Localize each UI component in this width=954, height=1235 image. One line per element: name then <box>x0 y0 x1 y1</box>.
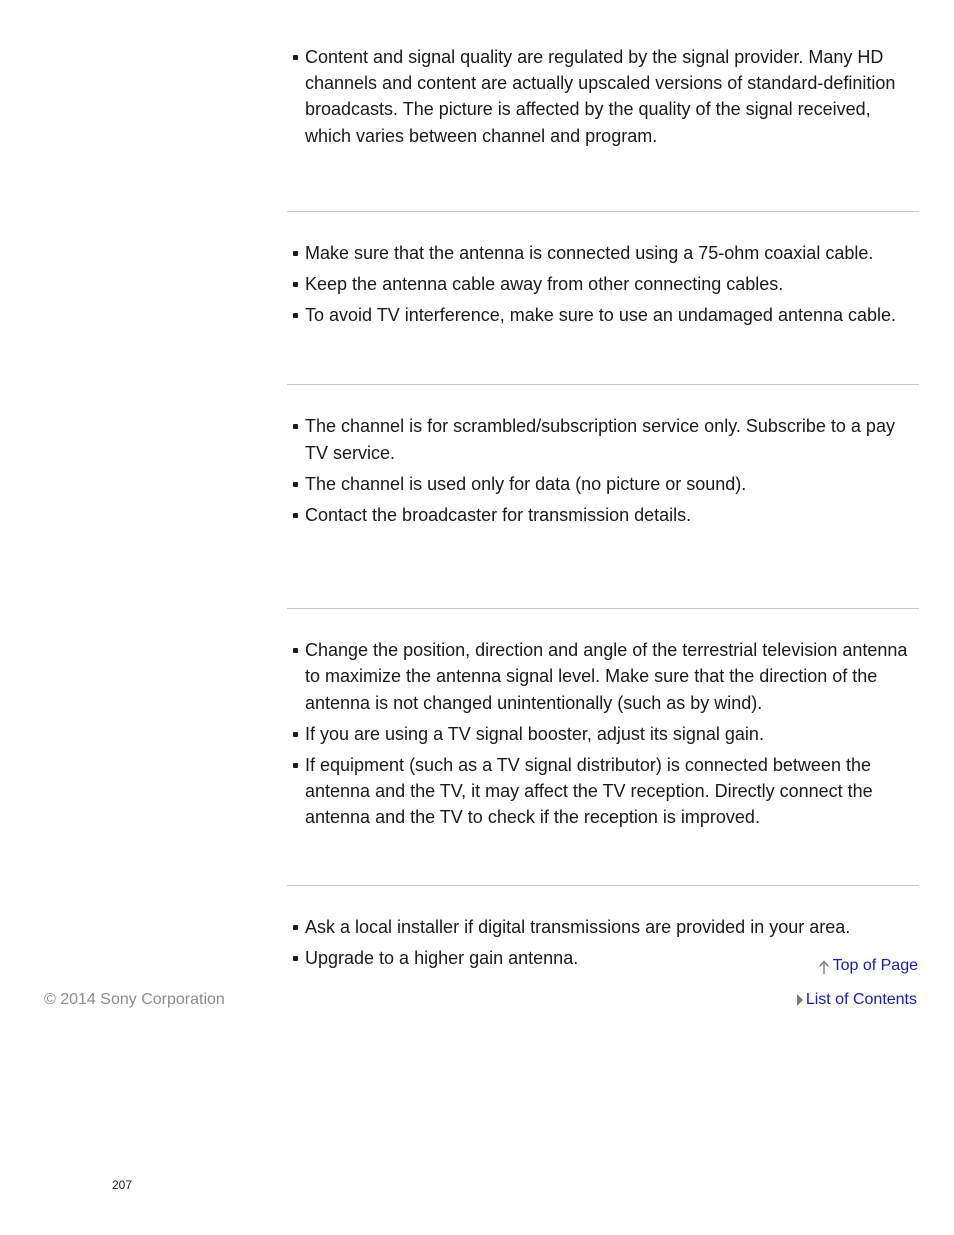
section-signal-quality <box>287 44 919 149</box>
top-of-page-label: Top of Page <box>832 956 918 974</box>
list-item: Change the position, direction and angle of the terrestrial television antenna to maximize the antenna signal level. Make sure that the direction of the antenna is not changed unintentionally (such as by wind). <box>287 637 919 716</box>
bullet-list <box>287 413 919 528</box>
section-antenna-position <box>287 637 919 830</box>
list-item: If you are using a TV signal booster, adjust its signal gain. <box>287 721 919 747</box>
triangle-right-icon <box>797 994 803 1006</box>
bullet-list <box>287 240 919 329</box>
list-item: Contact the broadcaster for transmission details. <box>287 502 919 528</box>
list-item: Keep the antenna cable away from other connecting cables. <box>287 271 919 297</box>
top-of-page-link[interactable] <box>818 956 918 975</box>
list-of-contents-link[interactable] <box>797 991 917 1009</box>
list-item: Upgrade to a higher gain antenna. <box>287 945 919 971</box>
bullet-list <box>287 44 919 149</box>
section-antenna-cable <box>287 240 919 329</box>
list-item: If equipment (such as a TV signal distributor) is connected between the antenna and the TV, it may affect the TV reception. Directly connect the antenna and the TV to check if the reception is improved. <box>287 752 919 831</box>
section-channel-service <box>287 413 919 528</box>
list-item: The channel is used only for data (no picture or sound). <box>287 471 919 497</box>
list-item: To avoid TV interference, make sure to use an undamaged antenna cable. <box>287 302 919 328</box>
page-number: 207 <box>112 1178 133 1192</box>
troubleshooting-content <box>287 44 919 976</box>
list-item: The channel is for scrambled/subscription service only. Subscribe to a pay TV service. <box>287 413 919 465</box>
list-item: Ask a local installer if digital transmissions are provided in your area. <box>287 914 919 940</box>
list-item: Make sure that the antenna is connected using a 75-ohm coaxial cable. <box>287 240 919 266</box>
list-item: Content and signal quality are regulated by the signal provider. Many HD channels and content are actually upscaled versions of standard-definition broadcasts. The picture is affected by the quality of the signal received, which varies between channel and program. <box>287 44 919 149</box>
list-of-contents-label: List of Contents <box>805 991 917 1008</box>
copyright-text: © 2014 Sony Corporation <box>44 991 225 1008</box>
bullet-list <box>287 637 919 830</box>
arrow-up-icon <box>818 959 830 975</box>
